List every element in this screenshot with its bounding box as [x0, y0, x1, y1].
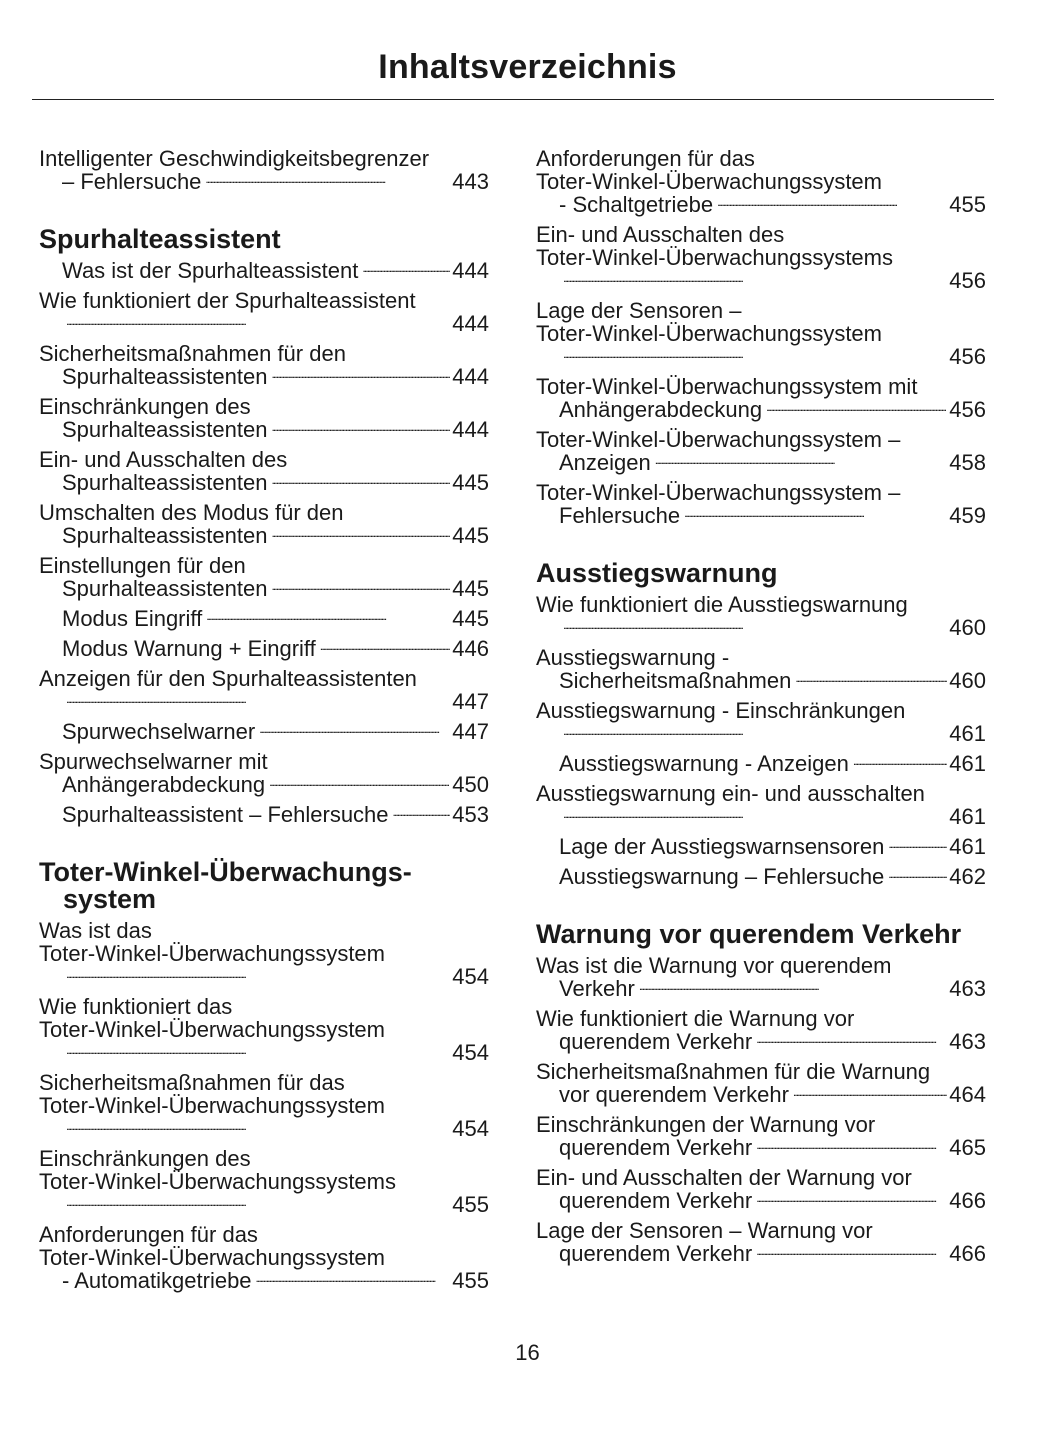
- toc-entry-text: Wie funktioniert die Ausstiegswarnung: [536, 592, 908, 617]
- toc-entry-text: Toter-Winkel-Überwachungssystem: [536, 169, 882, 194]
- toc-entry-text: Sicherheitsmaßnahmen für das: [39, 1070, 345, 1095]
- toc-entry-leader-line: [559, 865, 986, 888]
- toc-entry-leader-line: [559, 835, 986, 858]
- toc-entry[interactable]: [536, 646, 986, 692]
- toc-entry-leader-line: [559, 1030, 986, 1053]
- toc-entry-leader-line: [559, 193, 986, 216]
- toc-entry-text: querendem Verkehr: [559, 1241, 753, 1266]
- section-heading: Spurhalteassistent: [39, 224, 281, 254]
- toc-page-number: 461: [949, 721, 986, 746]
- page-number: 16: [515, 1340, 540, 1365]
- toc-entry-text: Toter-Winkel-Überwachungssystem: [39, 1017, 385, 1042]
- toc-page-number: 466: [949, 1241, 986, 1266]
- toc-entry[interactable]: [536, 954, 986, 1000]
- toc-page-number: 463: [949, 1029, 986, 1054]
- toc-entry-text: Ausstiegswarnung – Fehlersuche: [559, 864, 885, 889]
- toc-entry-leader-line: [559, 1189, 986, 1212]
- toc-entry-text: Anhängerabdeckung: [62, 772, 266, 797]
- toc-entry-text: querendem Verkehr: [559, 1135, 753, 1160]
- toc-entry-leader-line: [559, 269, 986, 292]
- toc-entry[interactable]: [39, 919, 489, 988]
- toc-entry[interactable]: [39, 259, 489, 282]
- toc-entry-leader-line: [62, 1193, 489, 1216]
- toc-entry-text: Modus Warnung + Eingriff: [62, 636, 316, 661]
- dot-leader: [563, 623, 947, 635]
- toc-entry-text: Spurhalteassistenten: [62, 576, 268, 601]
- toc-entry-text: Toter-Winkel-Überwachungssystem –: [536, 427, 901, 452]
- toc-entry-text: Toter-Winkel-Überwachungssystem: [39, 941, 385, 966]
- toc-entry[interactable]: [39, 448, 489, 494]
- toc-entry-text: - Schaltgetriebe: [559, 192, 714, 217]
- toc-entry-text: Wie funktioniert die Warnung vor: [536, 1006, 855, 1031]
- toc-page-number: 455: [949, 192, 986, 217]
- dot-leader: [563, 352, 947, 364]
- toc-entry-text: Einstellungen für den: [39, 553, 246, 578]
- toc-entry-text: Was ist die Warnung vor querendem: [536, 953, 892, 978]
- toc-entry[interactable]: [536, 1007, 986, 1053]
- toc-page-number: 459: [949, 503, 986, 528]
- toc-entry-text: Umschalten des Modus für den: [39, 500, 344, 525]
- toc-page-number: 454: [452, 1116, 489, 1141]
- toc-entry-leader-line: [62, 471, 489, 494]
- toc-entry-text: Toter-Winkel-Überwachungssystems: [39, 1169, 396, 1194]
- toc-page-number: 443: [452, 169, 489, 194]
- toc-entry[interactable]: [536, 1060, 986, 1106]
- toc-entry-leader-line: [62, 259, 489, 282]
- toc-entry-text: Toter-Winkel-Überwachungssystem mit: [536, 374, 918, 399]
- toc-entry[interactable]: [536, 752, 986, 775]
- toc-entry-leader-line: [559, 1136, 986, 1159]
- dot-leader: [206, 614, 450, 626]
- toc-page-number: 444: [452, 417, 489, 442]
- dot-leader: [205, 177, 450, 189]
- toc-entry[interactable]: [39, 501, 489, 547]
- dot-leader: [66, 1200, 450, 1212]
- toc-entry-text: - Automatikgetriebe: [62, 1268, 252, 1293]
- toc-page-number: 444: [452, 311, 489, 336]
- dot-leader: [793, 1090, 947, 1102]
- toc-entry-text: Sicherheitsmaßnahmen für die Warnung: [536, 1059, 931, 1084]
- dot-leader: [717, 200, 947, 212]
- dot-leader: [795, 676, 947, 688]
- toc-entry-text: Verkehr: [559, 976, 635, 1001]
- dot-leader: [766, 405, 947, 417]
- toc-entry[interactable]: [39, 720, 489, 743]
- dot-leader: [563, 812, 947, 824]
- toc-page-number: 456: [949, 344, 986, 369]
- toc-page-number: 455: [452, 1192, 489, 1217]
- toc-entry[interactable]: [536, 699, 986, 745]
- toc-entry-text: Toter-Winkel-Überwachungssystem: [39, 1093, 385, 1118]
- dot-leader: [756, 1143, 947, 1155]
- toc-entry-text: Ausstiegswarnung - Einschränkungen: [536, 698, 906, 723]
- toc-page-number: 447: [452, 689, 489, 714]
- section-gap: [536, 534, 986, 560]
- toc-entry-text: Anhängerabdeckung: [559, 397, 763, 422]
- section-gap: [39, 833, 489, 859]
- dot-leader: [756, 1249, 947, 1261]
- toc-entry-leader-line: [559, 669, 986, 692]
- toc-entry-text: – Fehlersuche: [62, 169, 202, 194]
- toc-entry-text: Modus Eingriff: [62, 606, 203, 631]
- toc-page-number: 446: [452, 636, 489, 661]
- toc-entry-leader-line: [62, 773, 489, 796]
- toc-entry-leader-line: [559, 722, 986, 745]
- toc-entry[interactable]: [39, 750, 489, 796]
- toc-entry-leader-line: [62, 365, 489, 388]
- toc-entry[interactable]: [39, 289, 489, 335]
- toc-entry-text: querendem Verkehr: [559, 1029, 753, 1054]
- toc-entry-leader-line: [62, 803, 489, 826]
- toc-entry-text: Intelligenter Geschwindigkeitsbegrenzer: [39, 146, 430, 171]
- toc-entry-leader-line: [62, 524, 489, 547]
- toc-page-number: 445: [452, 523, 489, 548]
- section-gap: [536, 895, 986, 921]
- toc-page-number: 461: [949, 834, 986, 859]
- toc-entry[interactable]: [39, 395, 489, 441]
- toc-entry-text: Ausstiegswarnung ein- und ausschalten: [536, 781, 925, 806]
- toc-entry-text: Lage der Sensoren – Warnung vor: [536, 1218, 873, 1243]
- toc-entry-text: Spurwechselwarner: [62, 719, 256, 744]
- toc-entry-text: Anforderungen für das: [536, 146, 755, 171]
- toc-page-number: 450: [452, 772, 489, 797]
- toc-entry-text: Wie funktioniert das: [39, 994, 233, 1019]
- toc-page-number: 465: [949, 1135, 986, 1160]
- dot-leader: [888, 842, 947, 854]
- toc-entry-leader-line: [559, 504, 986, 527]
- toc-entry[interactable]: [536, 782, 986, 828]
- toc-entry-leader-line: [62, 1269, 489, 1292]
- toc-entry-text: Wie funktioniert der Spurhalteassistent: [39, 288, 416, 313]
- toc-page-number: 454: [452, 964, 489, 989]
- toc-page-number: 466: [949, 1188, 986, 1213]
- toc-entry-text: Ausstiegswarnung -: [536, 645, 730, 670]
- toc-entry[interactable]: [536, 147, 986, 216]
- section-heading: Ausstiegswarnung: [536, 558, 778, 588]
- dot-leader: [563, 276, 947, 288]
- toc-page-number: 456: [949, 397, 986, 422]
- toc-entry-leader-line: [62, 1117, 489, 1140]
- toc-page-number: 453: [452, 802, 489, 827]
- toc-entry-leader-line: [559, 345, 986, 368]
- toc-entry[interactable]: [39, 803, 489, 826]
- toc-page-number: 462: [949, 864, 986, 889]
- page-title: Inhaltsverzeichnis: [378, 48, 677, 86]
- toc-entry[interactable]: [536, 865, 986, 888]
- dot-leader: [271, 531, 450, 543]
- dot-leader: [756, 1196, 947, 1208]
- toc-entry-leader-line: [62, 312, 489, 335]
- toc-page-number: 463: [949, 976, 986, 1001]
- toc-entry-text: Ein- und Ausschalten der Warnung vor: [536, 1165, 912, 1190]
- toc-entry-text: Spurhalteassistenten: [62, 470, 268, 495]
- section-gap: [39, 200, 489, 226]
- dot-leader: [888, 872, 947, 884]
- toc-entry-text: Ein- und Ausschalten des: [536, 222, 785, 247]
- toc-entry-leader-line: [559, 398, 986, 421]
- dot-leader: [655, 458, 948, 470]
- dot-leader: [66, 972, 450, 984]
- toc-entry-text: Ausstiegswarnung - Anzeigen: [559, 751, 849, 776]
- dot-leader: [271, 372, 450, 384]
- dot-leader: [320, 644, 451, 656]
- toc-entry-leader-line: [62, 418, 489, 441]
- toc-page-number: 461: [949, 751, 986, 776]
- dot-leader: [269, 780, 450, 792]
- toc-page-number: 460: [949, 668, 986, 693]
- toc-entry[interactable]: [39, 1071, 489, 1140]
- toc-entry-text: Toter-Winkel-Überwachungssystem: [39, 1245, 385, 1270]
- toc-entry-text: Was ist das: [39, 918, 152, 943]
- toc-entry[interactable]: [39, 995, 489, 1064]
- toc-entry-text: Anzeigen für den Spurhalteassistenten: [39, 666, 417, 691]
- toc-entry[interactable]: [39, 147, 489, 193]
- section-heading: Toter-Winkel-Überwachungs-system: [39, 857, 412, 914]
- toc-page-number: 445: [452, 576, 489, 601]
- toc-entry[interactable]: [536, 481, 986, 527]
- toc-entry-text: Spurhalteassistenten: [62, 364, 268, 389]
- toc-page-number: 455: [452, 1268, 489, 1293]
- toc-entry-text: Anforderungen für das: [39, 1222, 258, 1247]
- toc-entry-leader-line: [62, 690, 489, 713]
- toc-entry-leader-line: [62, 720, 489, 743]
- dot-leader: [271, 478, 450, 490]
- toc-entry-text: Spurhalteassistent – Fehlersuche: [62, 802, 389, 827]
- dot-leader: [66, 697, 450, 709]
- toc-entry[interactable]: [39, 637, 489, 660]
- toc-entry-text: Lage der Ausstiegswarnsensoren: [559, 834, 885, 859]
- title-divider: [32, 99, 994, 100]
- toc-entry[interactable]: [39, 607, 489, 630]
- toc-entry[interactable]: [536, 1166, 986, 1212]
- toc-entry-leader-line: [62, 637, 489, 660]
- toc-entry-text: vor querendem Verkehr: [559, 1082, 789, 1107]
- toc-entry-text: Einschränkungen des: [39, 1146, 251, 1171]
- dot-leader: [271, 584, 450, 596]
- toc-entry-text: Toter-Winkel-Überwachungssystem: [536, 321, 882, 346]
- toc-entry[interactable]: [39, 1147, 489, 1216]
- toc-page-number: 444: [452, 258, 489, 283]
- toc-entry[interactable]: [536, 1113, 986, 1159]
- dot-leader: [66, 319, 450, 331]
- toc-entry[interactable]: [39, 342, 489, 388]
- toc-page-number: 456: [949, 268, 986, 293]
- toc-entry-text: Was ist der Spurhalteassistent: [62, 258, 359, 283]
- toc-entry-text: Einschränkungen des: [39, 394, 251, 419]
- toc-entry-text: Einschränkungen der Warnung vor: [536, 1112, 876, 1137]
- toc-entry-text: Spurwechselwarner mit: [39, 749, 268, 774]
- toc-entry-text: Toter-Winkel-Überwachungssystem –: [536, 480, 901, 505]
- toc-entry-leader-line: [62, 170, 489, 193]
- toc-entry[interactable]: [536, 593, 986, 639]
- toc-column-right: [536, 147, 986, 1272]
- dot-leader: [259, 727, 450, 739]
- toc-page-number: 461: [949, 804, 986, 829]
- dot-leader: [563, 729, 947, 741]
- dot-leader: [756, 1037, 947, 1049]
- toc-entry[interactable]: [536, 428, 986, 474]
- toc-entry-leader-line: [559, 1242, 986, 1265]
- toc-entry[interactable]: [536, 1219, 986, 1265]
- toc-entry-text: Fehlersuche: [559, 503, 681, 528]
- toc-entry-leader-line: [559, 977, 986, 1000]
- toc-entry-text: Sicherheitsmaßnahmen für den: [39, 341, 346, 366]
- dot-leader: [66, 1048, 450, 1060]
- toc-entry-leader-line: [62, 965, 489, 988]
- toc-entry[interactable]: [536, 835, 986, 858]
- toc-page-number: 464: [949, 1082, 986, 1107]
- toc-page-number: 458: [949, 450, 986, 475]
- toc-page-number: 447: [452, 719, 489, 744]
- toc-entry-text: querendem Verkehr: [559, 1188, 753, 1213]
- toc-entry-text: Spurhalteassistenten: [62, 523, 268, 548]
- toc-entry[interactable]: [536, 299, 986, 368]
- toc-entry-leader-line: [559, 616, 986, 639]
- section-heading: Warnung vor querendem Verkehr: [536, 919, 962, 949]
- toc-entry-leader-line: [559, 805, 986, 828]
- toc-entry-leader-line: [559, 752, 986, 775]
- toc-column-left: [39, 147, 489, 1299]
- toc-entry[interactable]: [536, 223, 986, 292]
- toc-entry-text: Toter-Winkel-Überwachungssystems: [536, 245, 893, 270]
- dot-leader: [684, 511, 947, 523]
- toc-entry[interactable]: [39, 554, 489, 600]
- toc-entry-text: Sicherheitsmaßnahmen: [559, 668, 792, 693]
- toc-entry-leader-line: [559, 451, 986, 474]
- toc-page-number: 445: [452, 606, 489, 631]
- dot-leader: [853, 759, 947, 771]
- toc-entry-leader-line: [62, 1041, 489, 1064]
- toc-entry[interactable]: [536, 375, 986, 421]
- toc-entry-text: Ein- und Ausschalten des: [39, 447, 288, 472]
- dot-leader: [639, 984, 947, 996]
- dot-leader: [393, 810, 451, 822]
- toc-page-number: 445: [452, 470, 489, 495]
- toc-entry-text: Anzeigen: [559, 450, 651, 475]
- toc-entry-leader-line: [62, 577, 489, 600]
- dot-leader: [256, 1276, 451, 1288]
- toc-entry-leader-line: [62, 607, 489, 630]
- dot-leader: [362, 266, 450, 278]
- dot-leader: [66, 1124, 450, 1136]
- toc-entry-leader-line: [559, 1083, 986, 1106]
- toc-page-number: 454: [452, 1040, 489, 1065]
- toc-page-number: 444: [452, 364, 489, 389]
- toc-entry[interactable]: [39, 1223, 489, 1292]
- toc-entry-text: Spurhalteassistenten: [62, 417, 268, 442]
- toc-page-number: 460: [949, 615, 986, 640]
- dot-leader: [271, 425, 450, 437]
- toc-entry-text: Lage der Sensoren –: [536, 298, 742, 323]
- toc-entry[interactable]: [39, 667, 489, 713]
